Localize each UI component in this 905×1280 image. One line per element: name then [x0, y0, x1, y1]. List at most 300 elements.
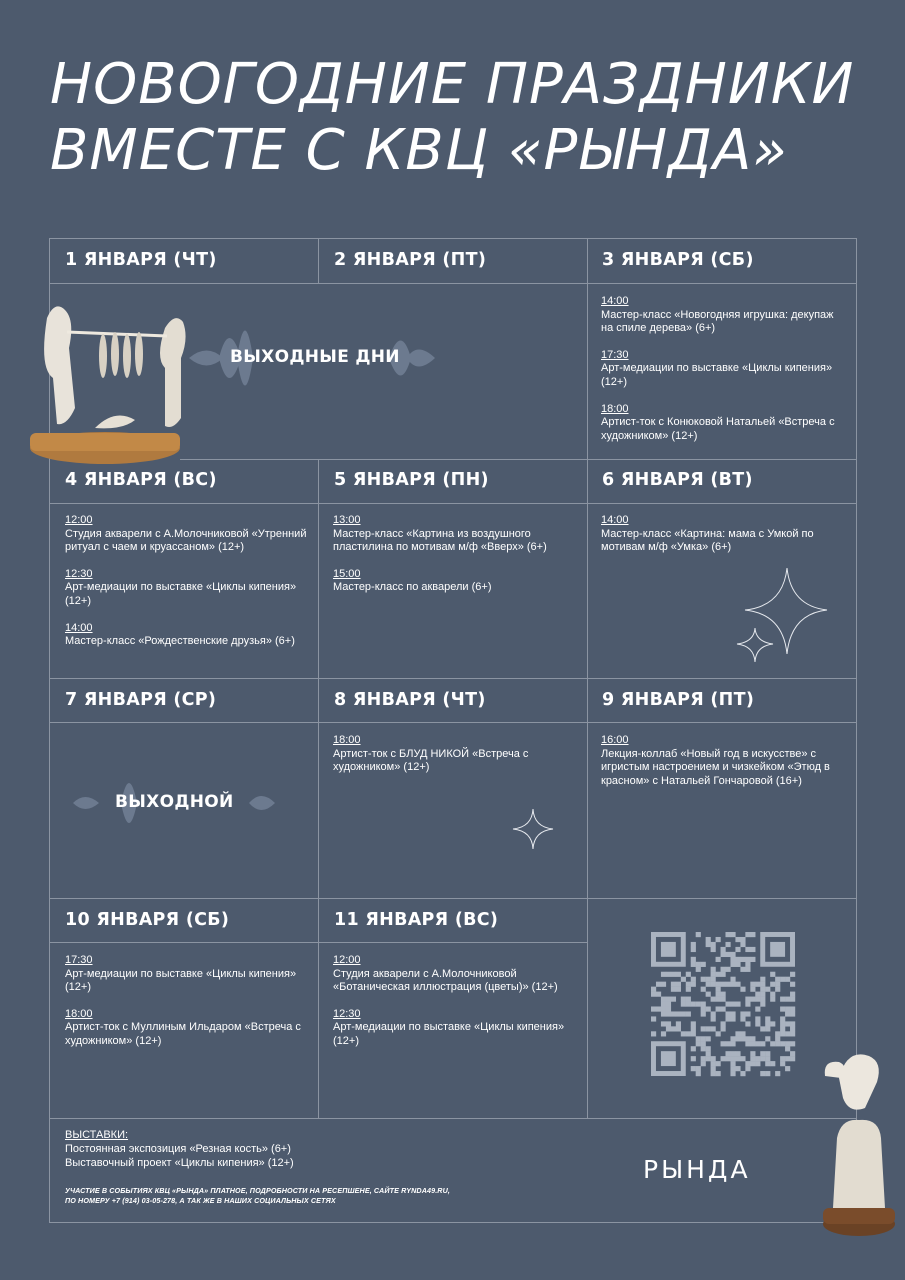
qr-module [701, 1026, 706, 1031]
qr-module [775, 987, 780, 992]
grid-line [49, 1118, 857, 1119]
qr-module [661, 1006, 666, 1011]
qr-module [755, 1021, 760, 1026]
qr-module [735, 1051, 740, 1056]
qr-code-icon[interactable] [651, 932, 795, 1076]
qr-module [780, 1021, 785, 1026]
qr-module [686, 982, 691, 987]
qr-module [706, 1046, 711, 1051]
qr-module [701, 962, 706, 967]
event-title: Мастер-класс «Новогодняя игрушка: декупаж на спиле дерева» (6+) [601, 308, 834, 335]
qr-module [775, 1036, 780, 1041]
qr-module [765, 1071, 770, 1076]
qr-module [765, 1036, 770, 1041]
qr-module [721, 1021, 726, 1026]
qr-module [740, 1011, 745, 1016]
day-events-jan-9 [601, 734, 846, 801]
qr-module [666, 1021, 671, 1026]
qr-module [740, 967, 745, 972]
qr-module [730, 1041, 735, 1046]
qr-module [671, 982, 676, 987]
qr-module [750, 1041, 755, 1046]
qr-module [780, 1006, 785, 1011]
event-item [333, 954, 581, 995]
qr-module [790, 1041, 795, 1046]
qr-module [661, 982, 666, 987]
qr-module [716, 1061, 721, 1066]
participation-note [65, 1186, 575, 1205]
qr-module [691, 957, 696, 962]
qr-module [785, 1066, 790, 1071]
note-line-2: ПО НОМЕРУ +7 (914) 03-05-278, А ТАК ЖЕ В НАШИХ СОЦИАЛЬНЫХ СЕТЯХ [65, 1195, 336, 1205]
grid-line [49, 503, 857, 504]
qr-module [735, 947, 740, 952]
qr-module [760, 992, 765, 997]
qr-module [750, 982, 755, 987]
qr-module [790, 1031, 795, 1036]
qr-module [661, 1031, 666, 1036]
qr-module [760, 1026, 765, 1031]
qr-module [681, 977, 686, 982]
qr-module [711, 997, 716, 1002]
qr-module [765, 1051, 770, 1056]
qr-module [730, 957, 735, 962]
qr-module [666, 1026, 671, 1031]
qr-module [691, 982, 696, 987]
day-header-jan-2: 2 ЯНВАРЯ (ПТ) [334, 250, 487, 270]
qr-module [656, 982, 661, 987]
grid-line [318, 238, 319, 284]
qr-module [790, 1051, 795, 1056]
qr-module [730, 1036, 735, 1041]
qr-module [706, 937, 711, 942]
qr-module [750, 957, 755, 962]
event-time: 12:30 [65, 567, 93, 580]
qr-module [725, 1056, 730, 1061]
grid-line [49, 678, 857, 679]
qr-module [711, 942, 716, 947]
qr-module [656, 992, 661, 997]
qr-module [676, 982, 681, 987]
event-item [601, 403, 846, 444]
qr-module [745, 947, 750, 952]
qr-module [701, 1011, 706, 1016]
event-title: Арт-медиации по выставке «Циклы кипения» (12+) [333, 1021, 565, 1047]
qr-module [730, 1051, 735, 1056]
qr-module [676, 1026, 681, 1031]
day-events-jan-6 [601, 514, 846, 568]
event-item [65, 1008, 313, 1049]
qr-module [765, 1016, 770, 1021]
qr-module [681, 1011, 686, 1016]
qr-module [785, 997, 790, 1002]
qr-module [765, 1026, 770, 1031]
qr-module [661, 997, 666, 1002]
qr-module [730, 982, 735, 987]
qr-module [735, 962, 740, 967]
qr-module [730, 952, 735, 957]
event-title: Мастер-класс «Рождественские друзья» (6+) [65, 635, 295, 648]
qr-module [735, 982, 740, 987]
qr-module [666, 1011, 671, 1016]
qr-module [745, 967, 750, 972]
qr-module [691, 1031, 696, 1036]
qr-module [691, 1066, 696, 1071]
event-item [333, 514, 581, 555]
qr-module [676, 1021, 681, 1026]
day-header-jan-11: 11 ЯНВАРЯ (ВС) [334, 910, 499, 930]
qr-module [760, 1056, 765, 1061]
qr-module [716, 937, 721, 942]
qr-module [785, 1011, 790, 1016]
qr-module [745, 1021, 750, 1026]
event-item [333, 1008, 581, 1049]
qr-module [706, 1056, 711, 1061]
qr-module [721, 1026, 726, 1031]
qr-module [696, 962, 701, 967]
qr-module [740, 1056, 745, 1061]
qr-module [706, 982, 711, 987]
qr-module [730, 1066, 735, 1071]
qr-module [696, 1036, 701, 1041]
qr-module [711, 1066, 716, 1071]
qr-module [711, 967, 716, 972]
qr-module [790, 997, 795, 1002]
event-time: 15:00 [333, 567, 361, 580]
qr-module [785, 1031, 790, 1036]
qr-module [706, 1006, 711, 1011]
note-line-1: УЧАСТИЕ В СОБЫТИЯХ КВЦ «РЫНДА» ПЛАТНОЕ, ПОДРОБНОСТИ НА РЕСЕПШЕНЕ, САЙТЕ RYNDA49.RU, [65, 1186, 450, 1195]
event-item [65, 568, 313, 609]
qr-module [706, 1026, 711, 1031]
qr-module [671, 972, 676, 977]
qr-module [750, 932, 755, 937]
qr-module [725, 932, 730, 937]
sparkle-icon [513, 809, 553, 849]
qr-module [725, 1011, 730, 1016]
event-title: Артист-ток с Конюковой Натальей «Встреча с художником» (12+) [601, 416, 835, 442]
qr-module [780, 1026, 785, 1031]
qr-module [696, 1071, 701, 1076]
brand-logo: РЫНДА [643, 1155, 751, 1184]
qr-module [706, 977, 711, 982]
qr-module [775, 1031, 780, 1036]
qr-module [671, 987, 676, 992]
qr-module [760, 997, 765, 1002]
qr-module [691, 1056, 696, 1061]
qr-module [780, 997, 785, 1002]
qr-module [735, 1002, 740, 1007]
qr-module [716, 1071, 721, 1076]
qr-module [760, 1051, 765, 1056]
qr-module [760, 987, 765, 992]
qr-module [696, 1002, 701, 1007]
qr-module [770, 982, 775, 987]
grid-line [180, 459, 857, 460]
qr-module [785, 1056, 790, 1061]
qr-module [765, 1061, 770, 1066]
dayoff-label: ВЫХОДНОЙ [115, 792, 234, 812]
qr-module [701, 1056, 706, 1061]
qr-module [735, 957, 740, 962]
qr-module [711, 947, 716, 952]
qr-module [745, 1002, 750, 1007]
qr-module [730, 1071, 735, 1076]
qr-module [701, 1041, 706, 1046]
event-item [601, 295, 846, 336]
grid-line [49, 1222, 857, 1223]
qr-module [740, 1016, 745, 1021]
ivory-ram-icon [819, 1048, 899, 1238]
event-title: Арт-медиации по выставке «Циклы кипения» (12+) [65, 967, 297, 994]
qr-module [780, 1016, 785, 1021]
event-title: Артист-ток с БЛУД НИКОЙ «Встреча с художником» (12+) [333, 747, 529, 774]
qr-module [691, 1002, 696, 1007]
qr-module [711, 1016, 716, 1021]
day-header-jan-8: 8 ЯНВАРЯ (ЧТ) [334, 690, 486, 710]
event-title: Артист-ток с Муллиным Ильдаром «Встреча с художником» (12+) [65, 1021, 301, 1047]
qr-module [691, 942, 696, 947]
qr-module [790, 1056, 795, 1061]
schedule-grid [49, 238, 857, 1223]
qr-module [721, 1041, 726, 1046]
event-title: Студия акварели с А.Молочниковой «Утренний ритуал с чаем и круассаном» (12+) [65, 527, 307, 554]
qr-module [681, 1002, 686, 1007]
qr-module [676, 1011, 681, 1016]
qr-module [716, 972, 721, 977]
qr-module [745, 957, 750, 962]
qr-finder-center [770, 942, 785, 957]
qr-module [770, 1021, 775, 1026]
qr-module [775, 1041, 780, 1046]
grid-line [318, 459, 319, 1119]
qr-module [691, 977, 696, 982]
qr-module [740, 942, 745, 947]
qr-module [725, 952, 730, 957]
grid-line [49, 283, 857, 284]
qr-module [730, 1016, 735, 1021]
event-item [333, 734, 581, 775]
exhibitions-block [65, 1128, 565, 1170]
qr-module [735, 1056, 740, 1061]
qr-module [790, 1021, 795, 1026]
qr-module [790, 982, 795, 987]
qr-module [696, 967, 701, 972]
qr-module [651, 1031, 656, 1036]
qr-module [755, 1041, 760, 1046]
title-line-1: НОВОГОДНИЕ ПРАЗДНИКИ [50, 52, 855, 117]
event-time: 12:00 [333, 954, 361, 966]
qr-module [790, 1011, 795, 1016]
event-title: Студия акварели с А.Молочниковой «Ботаническая иллюстрация (цветы)» (12+) [333, 967, 558, 994]
event-title: Лекция-коллаб «Новый год в искусстве» с игристым настроением и чизкейком «Этюд в красном» с Натальей Гончаровой (16+) [601, 747, 830, 787]
qr-module [755, 1016, 760, 1021]
qr-module [661, 1021, 666, 1026]
event-time: 18:00 [601, 402, 629, 415]
qr-module [740, 1036, 745, 1041]
qr-module [745, 1061, 750, 1066]
qr-module [750, 1051, 755, 1056]
qr-module [765, 1021, 770, 1026]
qr-module [770, 972, 775, 977]
qr-module [785, 1021, 790, 1026]
event-item [65, 954, 313, 995]
qr-module [676, 987, 681, 992]
qr-module [755, 982, 760, 987]
qr-module [740, 937, 745, 942]
qr-module [730, 1061, 735, 1066]
qr-module [790, 992, 795, 997]
qr-module [706, 992, 711, 997]
exhibition-item: Выставочный проект «Циклы кипения» (12+) [65, 1157, 294, 1169]
qr-module [666, 972, 671, 977]
qr-module [706, 1036, 711, 1041]
qr-module [701, 987, 706, 992]
event-title: Мастер-класс по акварели (6+) [333, 581, 492, 594]
qr-module [651, 1016, 656, 1021]
event-item [601, 349, 846, 390]
qr-module [785, 1046, 790, 1051]
qr-module [735, 1031, 740, 1036]
qr-module [740, 987, 745, 992]
qr-module [750, 997, 755, 1002]
qr-module [701, 1061, 706, 1066]
qr-module [651, 992, 656, 997]
qr-module [701, 1006, 706, 1011]
qr-module [735, 1066, 740, 1071]
qr-module [711, 1056, 716, 1061]
qr-module [686, 1031, 691, 1036]
event-title: Арт-медиации по выставке «Циклы кипения» (12+) [601, 362, 833, 388]
qr-module [701, 977, 706, 982]
qr-module [721, 947, 726, 952]
qr-module [666, 1002, 671, 1007]
event-time: 17:30 [601, 348, 629, 361]
qr-module [735, 937, 740, 942]
qr-module [711, 982, 716, 987]
qr-module [740, 1071, 745, 1076]
qr-module [716, 1006, 721, 1011]
qr-module [721, 992, 726, 997]
qr-module [780, 1061, 785, 1066]
event-time: 18:00 [65, 1007, 93, 1020]
qr-module [666, 1006, 671, 1011]
day-events-jan-5 [333, 514, 581, 608]
qr-module [770, 992, 775, 997]
qr-module [760, 1071, 765, 1076]
page-title [50, 52, 890, 184]
event-time: 12:30 [333, 1007, 361, 1020]
event-time: 18:00 [333, 734, 361, 746]
qr-module [711, 1026, 716, 1031]
qr-module [775, 982, 780, 987]
qr-module [721, 952, 726, 957]
qr-module [730, 1002, 735, 1007]
qr-module [745, 962, 750, 967]
qr-module [775, 977, 780, 982]
qr-module [745, 1036, 750, 1041]
day-events-jan-10 [65, 954, 313, 1062]
day-header-jan-10: 10 ЯНВАРЯ (СБ) [65, 910, 230, 930]
qr-module [666, 997, 671, 1002]
qr-module [671, 997, 676, 1002]
qr-module [780, 1031, 785, 1036]
qr-module [790, 1006, 795, 1011]
event-time: 14:00 [601, 295, 629, 307]
qr-module [725, 1002, 730, 1007]
qr-module [745, 997, 750, 1002]
qr-module [755, 997, 760, 1002]
qr-module [780, 1056, 785, 1061]
qr-module [745, 1011, 750, 1016]
sparkle-icon [739, 566, 829, 666]
event-item [601, 734, 846, 788]
qr-module [750, 987, 755, 992]
title-line-2: ВМЕСТЕ С КВЦ «РЫНДА» [50, 118, 788, 183]
qr-module [770, 997, 775, 1002]
grid-line [49, 722, 857, 723]
qr-module [651, 1006, 656, 1011]
qr-module [721, 967, 726, 972]
event-time: 17:30 [65, 954, 93, 966]
qr-module [696, 1041, 701, 1046]
qr-module [725, 942, 730, 947]
qr-module [686, 1002, 691, 1007]
qr-module [770, 1041, 775, 1046]
day-header-jan-4: 4 ЯНВАРЯ (ВС) [65, 470, 217, 490]
qr-module [745, 932, 750, 937]
qr-module [755, 1006, 760, 1011]
qr-module [661, 1002, 666, 1007]
qr-module [701, 1046, 706, 1051]
qr-module [716, 992, 721, 997]
day-header-jan-7: 7 ЯНВАРЯ (СР) [65, 690, 217, 710]
qr-module [740, 957, 745, 962]
qr-module [735, 1036, 740, 1041]
qr-module [721, 982, 726, 987]
event-time: 13:00 [333, 514, 361, 526]
grid-line [587, 238, 588, 1119]
qr-module [745, 1041, 750, 1046]
qr-module [691, 1026, 696, 1031]
qr-module [785, 977, 790, 982]
qr-module [721, 1056, 726, 1061]
qr-module [706, 942, 711, 947]
qr-module [760, 977, 765, 982]
qr-module [770, 1061, 775, 1066]
qr-module [691, 1046, 696, 1051]
day-header-jan-5: 5 ЯНВАРЯ (ПН) [334, 470, 489, 490]
day-header-jan-1: 1 ЯНВАРЯ (ЧТ) [65, 250, 217, 270]
qr-finder-center [661, 1051, 676, 1066]
qr-module [701, 1036, 706, 1041]
qr-module [711, 1061, 716, 1066]
event-item [65, 514, 313, 555]
qr-module [730, 932, 735, 937]
exhibition-item: Постоянная экспозиция «Резная кость» (6+) [65, 1143, 291, 1155]
qr-module [725, 1016, 730, 1021]
qr-module [711, 977, 716, 982]
qr-module [755, 1056, 760, 1061]
qr-module [725, 1041, 730, 1046]
qr-module [716, 957, 721, 962]
qr-module [730, 977, 735, 982]
qr-module [745, 1066, 750, 1071]
qr-module [686, 997, 691, 1002]
event-title: Мастер-класс «Картина из воздушного пластилина по мотивам м/ф «Вверх» (6+) [333, 527, 547, 554]
qr-module [725, 1051, 730, 1056]
exhibitions-heading: ВЫСТАВКИ: [65, 1129, 129, 1141]
